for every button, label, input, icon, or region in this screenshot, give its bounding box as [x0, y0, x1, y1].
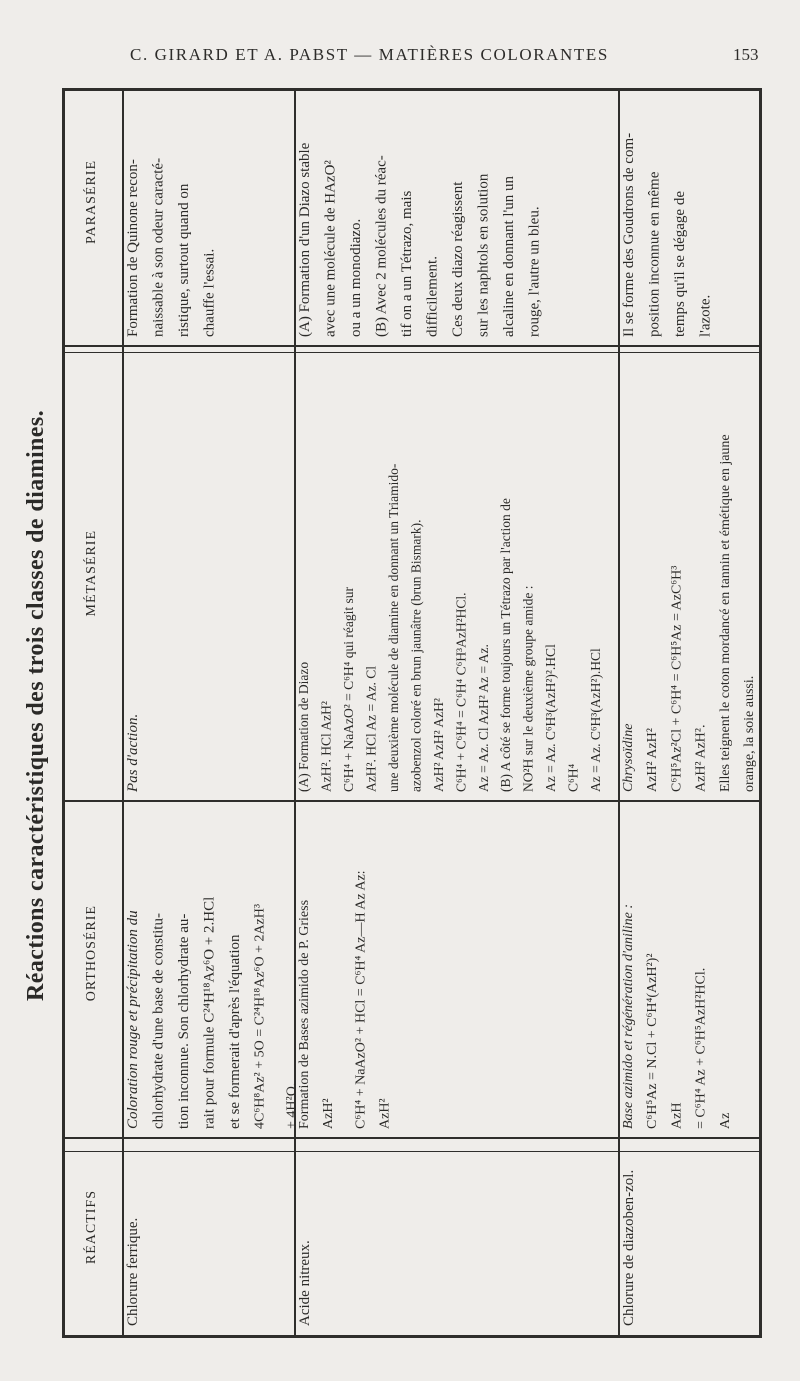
formula-line: Az	[717, 1112, 733, 1129]
text-line: rait pour formule C²⁴H¹⁸Az⁶O + 2.HCl	[201, 896, 218, 1129]
text-line: Ces deux diazo réagissent	[450, 181, 466, 337]
reagent-cell	[124, 1153, 292, 1336]
text-line: chauffe l'essai.	[201, 248, 218, 337]
reagent-name: Acide nitreux.	[297, 1240, 313, 1326]
text-line: (A) Formation d'un Diazo stable	[297, 142, 313, 337]
text-line: naissable à son odeur caracté-	[150, 157, 167, 337]
text-line: Formation de Quinone recon-	[125, 159, 141, 337]
text-line: azobenzol coloré en brun jaunâtre (brun Bismark).	[408, 519, 424, 792]
formula-line: AzH²	[321, 1098, 337, 1129]
header-métasérie: MÉTASÉRIE	[84, 530, 99, 617]
text-line: Base azimido et régénération d'aniline :	[621, 903, 636, 1129]
formula-line: C⁶H⁴ + NaAzO² = C⁶H⁴ qui réagit sur	[340, 587, 356, 792]
column-divider	[62, 352, 762, 353]
column-divider	[62, 1151, 762, 1152]
formula-line: Az = Az. C⁶H³(AzH²)².HCl	[543, 644, 559, 792]
formula-line: AzH². HCl Az = Az. Cl	[363, 665, 379, 792]
text-line: ristique, surtout quand on	[176, 183, 192, 337]
meta-cell	[296, 354, 616, 798]
formula-line: = C⁶H⁴ Az + C⁶H⁵AzH²HCl.	[693, 967, 709, 1129]
formula-line: C⁶H⁴ + NaAzO² + HCl = C⁶H⁴ Az—H Az Az:	[353, 870, 369, 1129]
text-line: Chrysoïdine	[621, 723, 636, 792]
text-line: NO²H sur le deuxième groupe amide :	[520, 585, 536, 792]
reagent-name: Chlorure ferrique.	[125, 1217, 141, 1326]
text-line: alcaline en donnant l'un un	[501, 176, 517, 337]
formula-line: C⁶H⁵Az = N.Cl + C⁶H⁴(AzH²)²	[645, 953, 661, 1129]
header-réactifs: RÉACTIFS	[84, 1190, 99, 1265]
meta-cell	[124, 354, 292, 798]
text-line: ou a un monodiazo.	[348, 218, 364, 337]
para-cell	[620, 91, 760, 343]
formula-line: C⁶H⁴ + C⁶H⁴ = C⁶H⁴ C⁶H³AzH²HCl.	[453, 592, 469, 792]
ortho-cell	[124, 803, 300, 1135]
formula-line: Az = Az. Cl AzH² Az = Az.	[475, 644, 491, 792]
ortho-cell	[620, 803, 760, 1135]
text-line: Elles teignent le coton mordancé en tannin et émétique en jaune	[717, 434, 733, 792]
equation: + 4H²O.	[284, 1082, 300, 1129]
text-line: (B) A côté se forme toujours un Tétrazo par l'action de	[498, 498, 514, 792]
text-line: difficilement.	[424, 256, 441, 337]
formula-line: C⁶H⁵Az²Cl + C⁶H⁴ = C⁶H⁵Az = AzC⁶H³	[669, 565, 685, 792]
text-line: et se formerait d'après l'équation	[227, 934, 243, 1129]
text-line: Formation de Bases azimido de P. Griess	[297, 899, 312, 1129]
column-divider	[62, 1137, 762, 1139]
text-line: tion inconnue. Son chlorhydrate au-	[176, 913, 192, 1129]
text-line: avec une molécule de HAzO²	[322, 160, 339, 337]
text-line: tif on a un Tétrazo, mais	[399, 190, 415, 337]
table-title	[6, 60, 66, 1350]
column-divider	[62, 800, 762, 802]
text-line: Pas d'action.	[125, 713, 141, 792]
text-line: position inconnue en même	[646, 171, 663, 337]
text-line: sur les naphtols en solution	[475, 173, 492, 337]
meta-cell	[620, 354, 760, 798]
text-line: temps qu'il se dégage de	[672, 191, 688, 337]
text-line: Il se forme des Goudrons de com-	[621, 132, 637, 337]
formula-line: AzH² AzH² AzH²	[430, 698, 446, 792]
reagent-cell	[620, 1153, 760, 1336]
table-title-text: Réactions caractéristiques des trois classes de diamines.	[22, 409, 49, 1001]
text-line: chlorhydrate d'une base de constitu-	[150, 913, 167, 1129]
text-line: (B) Avec 2 molécules du réac-	[373, 155, 390, 337]
formula-line: AzH² AzH²	[645, 728, 661, 792]
header-parasérie: PARASÉRIE	[84, 160, 99, 244]
running-head: C. GIRARD ET A. PABST — MATIÈRES COLORANTES	[130, 45, 609, 64]
page-number: 153	[733, 45, 759, 64]
para-cell	[124, 91, 292, 343]
text-line: une deuxième molécule de diamine en donnant un Triamido-	[385, 463, 401, 792]
reagent-cell	[296, 1153, 616, 1336]
formula-line: AzH²	[377, 1098, 393, 1129]
formula-line: AzH². HCl AzH²	[318, 701, 334, 792]
text-line: Coloration rouge et précipitation du	[125, 910, 141, 1129]
header-orthosérie: ORTHOSÉRIE	[84, 905, 99, 1002]
column-divider	[62, 345, 762, 347]
text-line: (A) Formation de Diazo	[296, 661, 311, 792]
formula-line: Az = Az. C⁶H³(AzH²).HCl	[588, 648, 604, 792]
reagent-name: Chlorure de diazoben-zol.	[621, 1169, 637, 1326]
text-line: orange, la soie aussi.	[741, 675, 757, 792]
formula-line: AzH	[669, 1102, 685, 1129]
text-line: l'azote.	[697, 294, 714, 337]
text-line: rouge, l'autre un bleu.	[526, 206, 543, 337]
para-cell	[296, 91, 616, 343]
formula-line: AzH² AzH².	[693, 724, 709, 792]
ortho-cell	[296, 803, 616, 1135]
formula-line: C⁶H⁴	[565, 763, 581, 792]
equation: 4C⁶H⁸Az² + 5O = C²⁴H¹⁸Az⁶O + 2AzH³	[252, 903, 268, 1129]
